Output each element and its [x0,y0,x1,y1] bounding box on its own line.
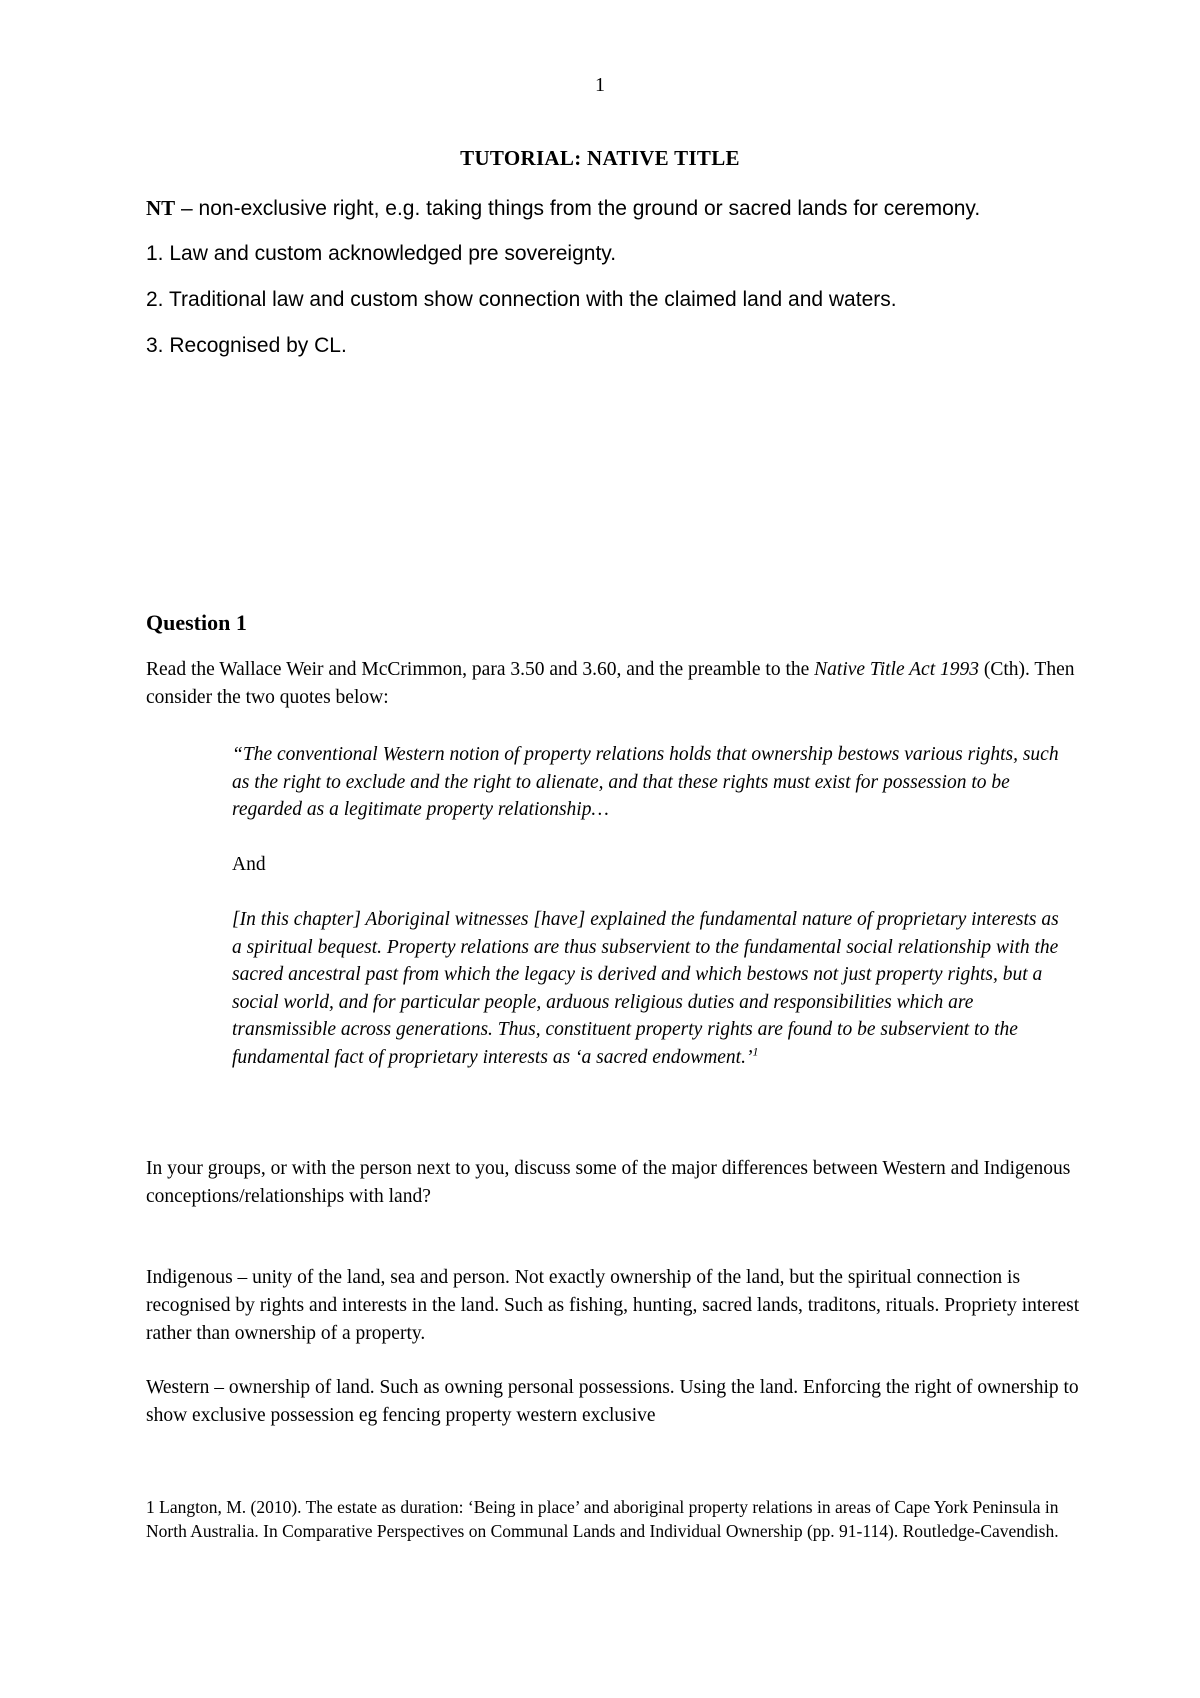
nt-definition [146,194,1086,240]
question-intro [146,656,1081,712]
footnote: 1 Langton, M. (2010). The estate as duration: ‘Being in place’ and aboriginal property relations in areas of Cape York Peninsula in North Australia. In Comparative Perspectives on Communal Lands and Individual Ownership (pp. 91-114). Routledge-Cavendish. [146,1497,1059,1541]
page-number: 1 [595,74,605,96]
page-title: TUTORIAL: NATIVE TITLE [460,146,740,170]
footnote-reference[interactable]: 1 [752,1044,759,1058]
intro-text-before: Read the Wallace Weir and McCrimmon, para 3.50 and 3.60, and the preamble to the [146,659,815,680]
discussion-prompt: In your groups, or with the person next to you, discuss some of the major differences between Western and Indigenous conceptions/relationships with land? [146,1158,1071,1207]
quote-connector: And [232,854,266,875]
act-title: Native Title Act 1993 [814,659,979,680]
quote-aboriginal-text: [In this chapter] Aboriginal witnesses [have] explained the fundamental nature of proprietary interests as a spiritual bequest. Property relations are thus subservient to the fundamental social relationship with the sacred ancestral past from which the legacy is derived and which bestows not just property rights, but a social world, and for particular people, arduous religious duties and responsibilities which are transmissible across generations. Thus, constituent property rights are found to be subservient to the fundamental fact of proprietary interests as ‘a sacred endowment.’ [232,909,1059,1068]
question-heading: Question 1 [146,610,247,635]
nt-point-2: 2. Traditional law and custom show connection with the claimed land and waters. [146,288,897,311]
nt-label: NT [146,196,176,220]
nt-point-3: 3. Recognised by CL. [146,334,347,357]
intro-text-after: (Cth). Then consider the two quotes below: [146,659,1075,708]
quote-aboriginal [232,906,1072,1071]
nt-definition-text: – non-exclusive right, e.g. taking things from the ground or sacred lands for ceremony. [175,197,981,220]
answer-indigenous: Indigenous – unity of the land, sea and person. Not exactly ownership of the land, but the spiritual connection is recognised by rights and interests in the land. Such as fishing, hunting, sacred lands, traditons, rituals. Propriety interest rather than ownership of a property. [146,1267,1080,1344]
nt-point-1: 1. Law and custom acknowledged pre sovereignty. [146,242,617,265]
answer-western: Western – ownership of land. Such as owning personal possessions. Using the land. Enforcing the right of ownership to show exclusive possession eg fencing property western exclusive [146,1377,1079,1426]
quote-western: “The conventional Western notion of property relations holds that ownership bestows various rights, such as the right to exclude and the right to alienate, and that these rights must exist for possession to be regarded as a legitimate property relationship… [232,744,1059,820]
native-title-summary [146,194,1086,378]
